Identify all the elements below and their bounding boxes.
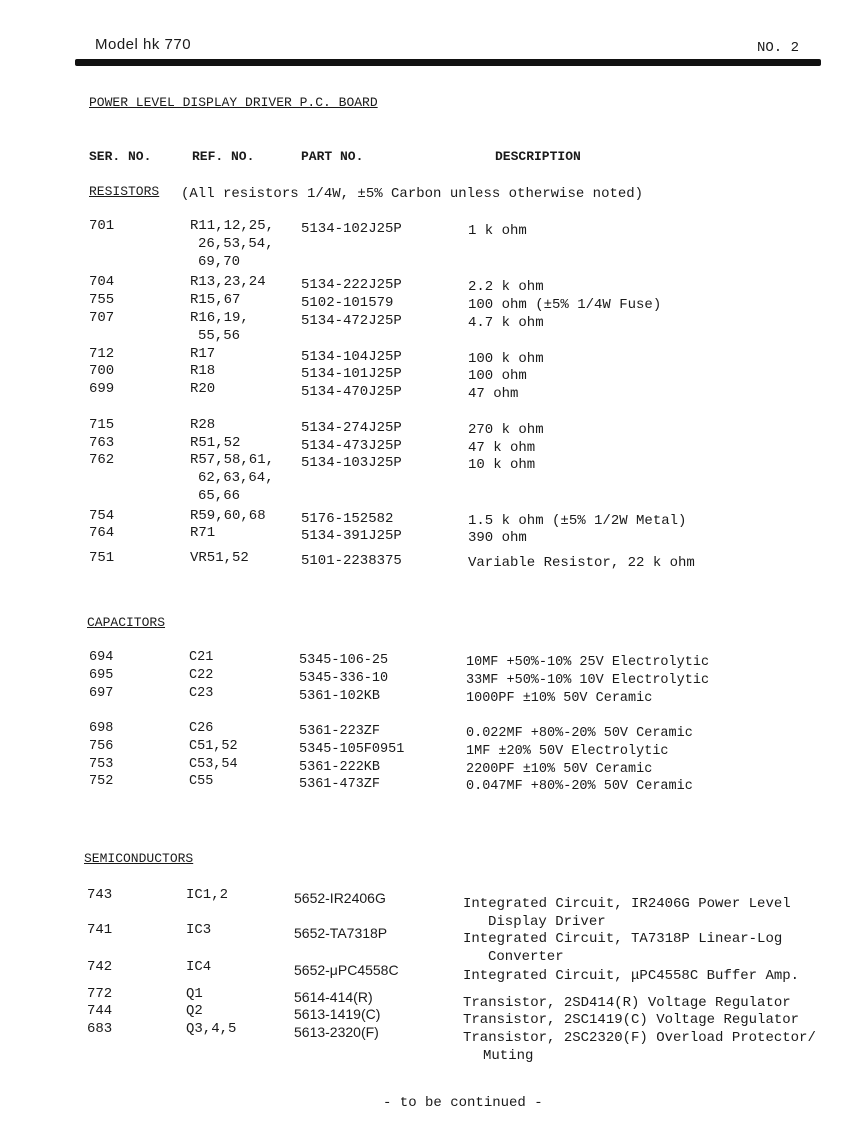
description-cell: Display Driver <box>488 914 606 930</box>
ser-no-cell: 742 <box>87 959 113 975</box>
ref-no-cell: C53,54 <box>189 757 238 772</box>
ser-no-cell: 683 <box>87 1021 113 1037</box>
description-cell: 390 ohm <box>468 530 527 546</box>
part-no-cell: 5134-102J25P <box>301 221 402 237</box>
part-no-cell: 5134-473J25P <box>301 438 402 454</box>
column-header-description: DESCRIPTION <box>495 149 581 164</box>
ser-no-cell: 695 <box>89 668 114 683</box>
ref-no-cell: R18 <box>190 363 216 379</box>
part-no-cell: 5176-152582 <box>301 511 394 527</box>
column-header-ser: SER. NO. <box>89 149 152 164</box>
description-cell: 10 k ohm <box>468 457 536 473</box>
ref-no-cell: C23 <box>189 686 214 701</box>
ser-no-cell: 762 <box>89 452 115 468</box>
ref-no-cell: C51,52 <box>189 739 238 754</box>
ref-no-cell: R13,23,24 <box>190 274 266 290</box>
description-cell: 1 k ohm <box>468 223 527 239</box>
ref-no-cell: 55,56 <box>198 328 241 344</box>
ser-no-cell: 741 <box>87 922 113 938</box>
ser-no-cell: 743 <box>87 887 113 903</box>
part-no-cell: 5134-472J25P <box>301 313 402 329</box>
description-cell: 2.2 k ohm <box>468 279 544 295</box>
ser-no-cell: 772 <box>87 986 113 1002</box>
description-cell: Transistor, 2SD414(R) Voltage Regulator <box>463 995 791 1011</box>
column-header-part: PART NO. <box>301 149 364 164</box>
section-heading-semiconductors: SEMICONDUCTORS <box>84 851 194 866</box>
ref-no-cell: R57,58,61, <box>190 452 275 468</box>
part-no-cell: 5345-106-25 <box>299 653 389 668</box>
continued-note: - to be continued - <box>383 1095 543 1111</box>
ref-no-cell: C26 <box>189 721 214 736</box>
ser-no-cell: 763 <box>89 435 115 451</box>
ser-no-cell: 756 <box>89 739 114 754</box>
ref-no-cell: R71 <box>190 525 216 541</box>
description-cell: 0.047MF +80%-20% 50V Ceramic <box>466 779 693 794</box>
ser-no-cell: 751 <box>89 550 115 566</box>
description-cell: 1MF ±20% 50V Electrolytic <box>466 744 669 759</box>
part-no-cell: 5614-414(R) <box>294 989 373 1005</box>
part-no-cell: 5652-IR2406G <box>294 890 386 906</box>
ref-no-cell: 65,66 <box>198 488 241 504</box>
description-cell: Muting <box>483 1048 534 1064</box>
part-no-cell: 5134-103J25P <box>301 455 402 471</box>
ser-no-cell: 715 <box>89 417 115 433</box>
part-no-cell: 5361-223ZF <box>299 724 381 739</box>
ref-no-cell: R20 <box>190 381 216 397</box>
ser-no-cell: 698 <box>89 721 114 736</box>
description-cell: 270 k ohm <box>468 422 544 438</box>
section-heading-resistors: RESISTORS <box>89 184 160 199</box>
page-title: POWER LEVEL DISPLAY DRIVER P.C. BOARD <box>89 95 378 110</box>
ref-no-cell: R17 <box>190 346 216 362</box>
description-cell: 2200PF ±10% 50V Ceramic <box>466 762 653 777</box>
part-no-cell: 5345-336-10 <box>299 671 389 686</box>
part-no-cell: 5652-TA7318P <box>294 925 388 941</box>
ref-no-cell: C22 <box>189 668 214 683</box>
part-no-cell: 5101-2238375 <box>301 553 402 569</box>
ser-no-cell: 707 <box>89 310 115 326</box>
ser-no-cell: 754 <box>89 508 115 524</box>
ser-no-cell: 752 <box>89 774 114 789</box>
ref-no-cell: R51,52 <box>190 435 241 451</box>
ref-no-cell: R16,19, <box>190 310 249 326</box>
description-cell: 1000PF ±10% 50V Ceramic <box>466 691 653 706</box>
part-no-cell: 5652-μPC4558C <box>294 962 399 978</box>
ser-no-cell: 755 <box>89 292 115 308</box>
ser-no-cell: 704 <box>89 274 115 290</box>
description-cell: Transistor, 2SC1419(C) Voltage Regulator <box>463 1012 800 1028</box>
ref-no-cell: 26,53,54, <box>198 236 274 252</box>
description-cell: Integrated Circuit, IR2406G Power Level <box>463 896 791 912</box>
description-cell: 47 ohm <box>468 386 519 402</box>
ser-no-cell: 697 <box>89 686 114 701</box>
ser-no-cell: 694 <box>89 650 114 665</box>
part-no-cell: 5134-222J25P <box>301 277 402 293</box>
description-cell: Integrated Circuit, TA7318P Linear-Log <box>463 931 783 947</box>
part-no-cell: 5134-104J25P <box>301 349 402 365</box>
ser-no-cell: 699 <box>89 381 115 397</box>
ser-no-cell: 764 <box>89 525 115 541</box>
ref-no-cell: 62,63,64, <box>198 470 274 486</box>
header-rule <box>75 59 821 66</box>
ref-no-cell: R15,67 <box>190 292 241 308</box>
page-number: NO. 2 <box>757 40 800 56</box>
column-header-ref: REF. NO. <box>192 149 255 164</box>
description-cell: Transistor, 2SC2320(F) Overload Protector/ <box>463 1030 816 1046</box>
ref-no-cell: R11,12,25, <box>190 218 275 234</box>
ref-no-cell: C21 <box>189 650 214 665</box>
part-no-cell: 5134-470J25P <box>301 384 402 400</box>
ser-no-cell: 753 <box>89 757 114 772</box>
ref-no-cell: IC3 <box>186 922 212 938</box>
model-label: Model hk 770 <box>95 36 192 53</box>
part-no-cell: 5361-222KB <box>299 760 381 775</box>
description-cell: 100 k ohm <box>468 351 544 367</box>
description-cell: 1.5 k ohm (±5% 1/2W Metal) <box>468 513 687 529</box>
description-cell: Converter <box>488 949 564 965</box>
section-heading-capacitors: CAPACITORS <box>87 615 166 630</box>
ref-no-cell: IC1,2 <box>186 887 229 903</box>
ref-no-cell: R59,60,68 <box>190 508 266 524</box>
description-cell: 33MF +50%-10% 10V Electrolytic <box>466 673 710 688</box>
part-no-cell: 5134-274J25P <box>301 420 402 436</box>
description-cell: 47 k ohm <box>468 440 536 456</box>
description-cell: 0.022MF +80%-20% 50V Ceramic <box>466 726 693 741</box>
part-no-cell: 5613-1419(C) <box>294 1006 381 1022</box>
part-no-cell: 5134-391J25P <box>301 528 402 544</box>
ref-no-cell: Q3,4,5 <box>186 1021 237 1037</box>
ref-no-cell: Q2 <box>186 1003 203 1019</box>
ser-no-cell: 712 <box>89 346 115 362</box>
description-cell: Integrated Circuit, μPC4558C Buffer Amp. <box>463 968 800 984</box>
part-no-cell: 5361-102KB <box>299 689 381 704</box>
ref-no-cell: C55 <box>189 774 214 789</box>
ser-no-cell: 744 <box>87 1003 113 1019</box>
ref-no-cell: VR51,52 <box>190 550 249 566</box>
part-no-cell: 5361-473ZF <box>299 777 381 792</box>
ser-no-cell: 700 <box>89 363 115 379</box>
part-no-cell: 5102-101579 <box>301 295 394 311</box>
ref-no-cell: Q1 <box>186 986 203 1002</box>
resistors-note: (All resistors 1/4W, ±5% Carbon unless otherwise noted) <box>181 186 644 202</box>
part-no-cell: 5345-105F0951 <box>299 742 405 757</box>
ser-no-cell: 701 <box>89 218 115 234</box>
description-cell: 100 ohm <box>468 368 527 384</box>
ref-no-cell: IC4 <box>186 959 212 975</box>
part-no-cell: 5613-2320(F) <box>294 1024 379 1040</box>
ref-no-cell: 69,70 <box>198 254 241 270</box>
ref-no-cell: R28 <box>190 417 216 433</box>
description-cell: 100 ohm (±5% 1/4W Fuse) <box>468 297 662 313</box>
description-cell: 10MF +50%-10% 25V Electrolytic <box>466 655 710 670</box>
description-cell: 4.7 k ohm <box>468 315 544 331</box>
description-cell: Variable Resistor, 22 k ohm <box>468 555 695 571</box>
part-no-cell: 5134-101J25P <box>301 366 402 382</box>
